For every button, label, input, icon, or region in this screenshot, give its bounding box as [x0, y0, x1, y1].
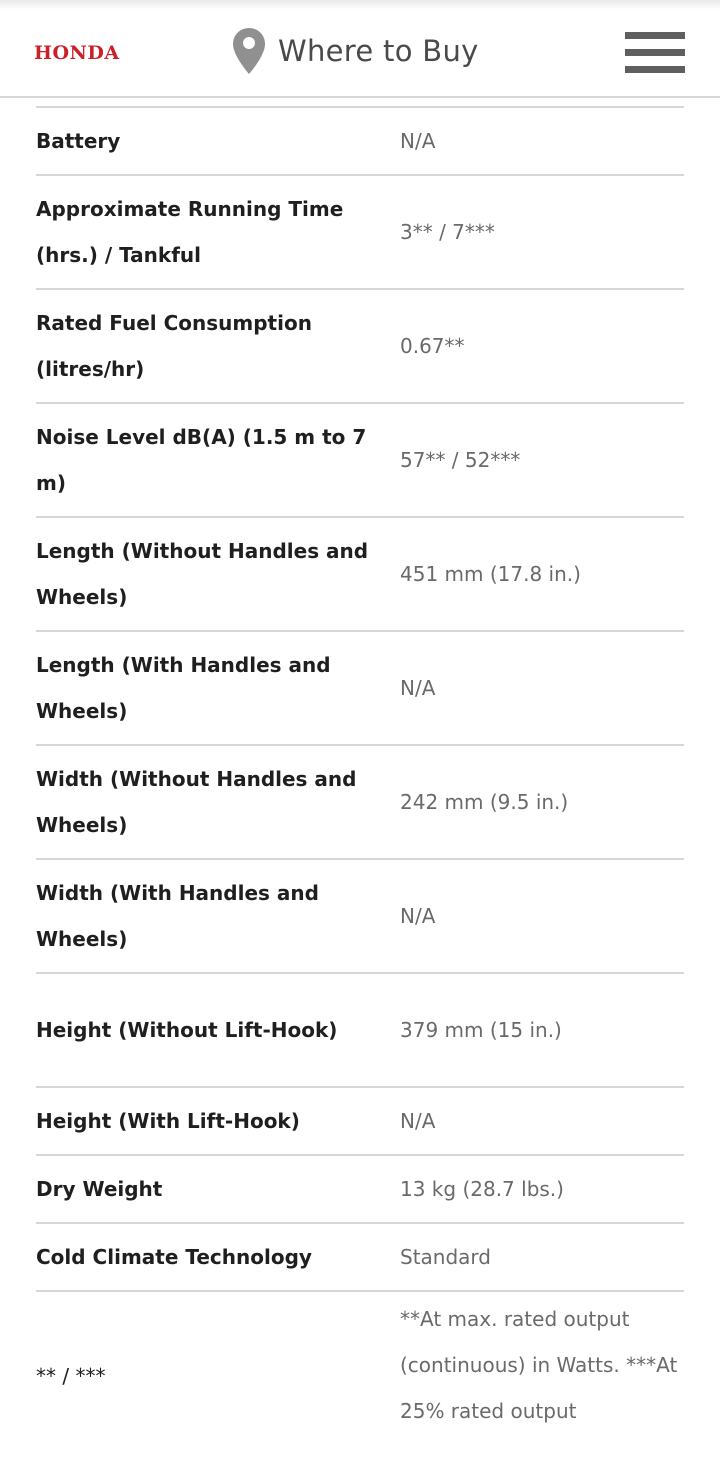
honda-logo[interactable]: HONDA [34, 42, 120, 64]
spec-label: Dry Weight [36, 1177, 163, 1201]
map-pin-icon [232, 27, 266, 75]
where-to-buy-label: Where to Buy [278, 34, 479, 68]
menu-bar-top [625, 32, 685, 39]
spec-value: 451 mm (17.8 in.) [400, 562, 581, 586]
spec-row-length-with-handles [36, 630, 684, 744]
footnote-text: **At max. rated output (continuous) in Watts. ***At 25% rated output [400, 1307, 678, 1423]
spec-row-length-without-handles [36, 516, 684, 630]
spec-row-width-without-handles [36, 744, 684, 858]
spec-row-battery [36, 106, 684, 174]
spec-row-footnotes [36, 1290, 684, 1460]
spec-label: Cold Climate Technology [36, 1245, 312, 1269]
spec-value: Standard [400, 1245, 491, 1269]
spec-row-noise-level [36, 402, 684, 516]
hamburger-menu-button[interactable] [625, 32, 685, 74]
spec-label: Rated Fuel Consumption (litres/hr) [36, 311, 312, 381]
spec-value: 57** / 52*** [400, 448, 521, 472]
spec-row-cold-climate [36, 1222, 684, 1290]
spec-row-height-without-lift-hook [36, 972, 684, 1086]
spec-label: Width (Without Handles and Wheels) [36, 767, 357, 837]
spec-value: 379 mm (15 in.) [400, 1018, 562, 1042]
spec-label: Noise Level dB(A) (1.5 m to 7 m) [36, 425, 367, 495]
site-header [0, 0, 720, 98]
spec-value: N/A [400, 1109, 436, 1133]
spec-value: N/A [400, 129, 436, 153]
spec-value: N/A [400, 904, 436, 928]
spec-label: Length (With Handles and Wheels) [36, 653, 331, 723]
spec-value: 242 mm (9.5 in.) [400, 790, 569, 814]
spec-row-fuel-consumption [36, 288, 684, 402]
spec-value: 13 kg (28.7 lbs.) [400, 1177, 564, 1201]
spec-label: Approximate Running Time (hrs.) / Tankful [36, 197, 344, 267]
spec-value: N/A [400, 676, 436, 700]
spec-row-height-with-lift-hook [36, 1086, 684, 1154]
footnote-label: ** / *** [36, 1364, 106, 1388]
specifications-table [36, 106, 684, 1460]
menu-bar-middle [625, 49, 685, 56]
where-to-buy-link[interactable] [232, 26, 479, 76]
header-shadow [0, 0, 720, 10]
spec-label: Battery [36, 129, 121, 153]
menu-bar-bottom [625, 66, 685, 73]
spec-value: 3** / 7*** [400, 220, 495, 244]
spec-label: Height (Without Lift-Hook) [36, 1018, 338, 1042]
spec-row-dry-weight [36, 1154, 684, 1222]
spec-label: Width (With Handles and Wheels) [36, 881, 319, 951]
spec-row-running-time [36, 174, 684, 288]
spec-row-width-with-handles [36, 858, 684, 972]
spec-value: 0.67** [400, 334, 465, 358]
spec-label: Height (With Lift-Hook) [36, 1109, 300, 1133]
spec-label: Length (Without Handles and Wheels) [36, 539, 369, 609]
